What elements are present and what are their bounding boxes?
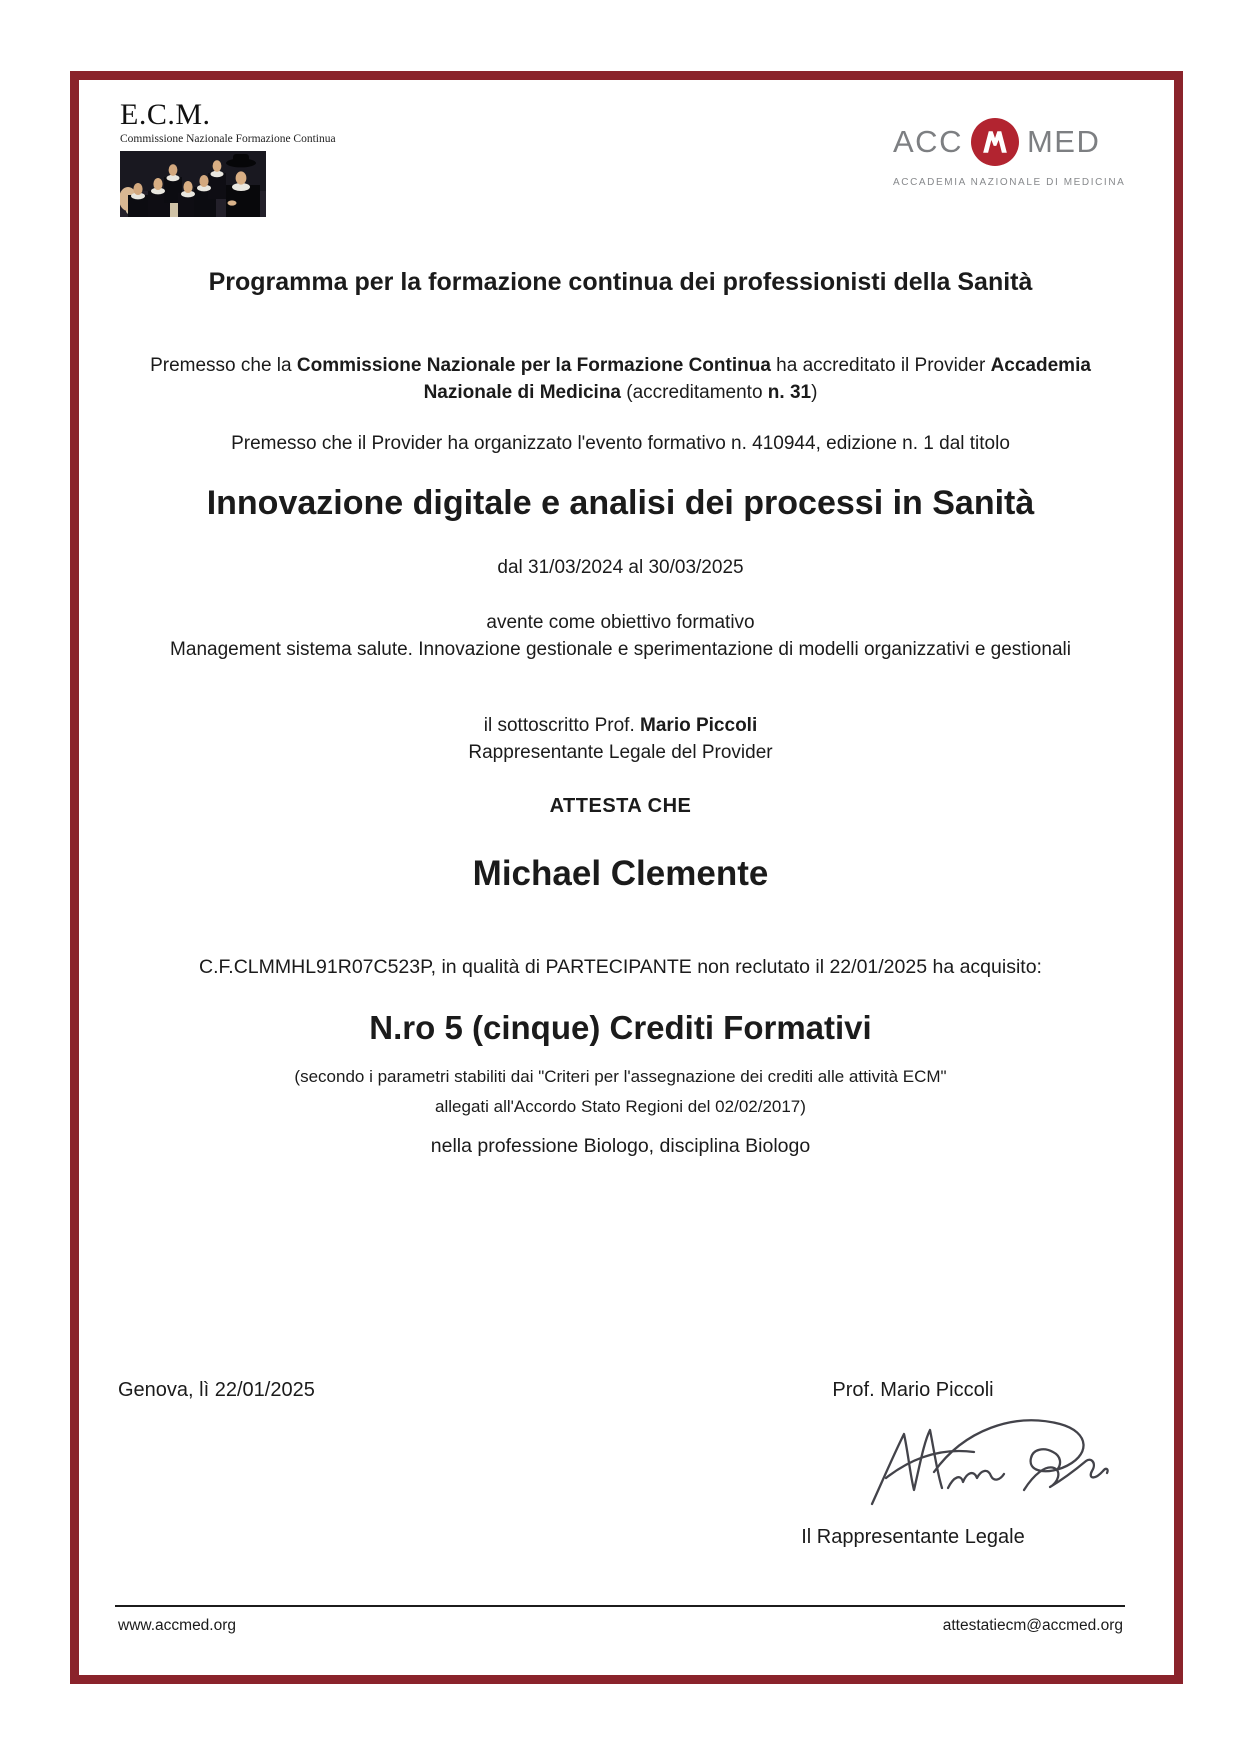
- premise-event-paragraph: Premesso che il Provider ha organizzato l'evento formativo n. 410944, edizione n. 1 dal titolo: [231, 433, 1010, 454]
- commission-name: Commissione Nazionale per la Formazione Continua: [296, 355, 771, 376]
- signature-block: [700, 1379, 1126, 1549]
- accmed-logo-subtitle: ACCADEMIA NAZIONALE DI MEDICINA: [893, 177, 1126, 188]
- ecm-logo: [120, 98, 336, 217]
- program-title: Programma per la formazione continua dei professionisti della Sanità: [208, 268, 1033, 296]
- criteria-line-2: allegati all'Accordo Stato Regioni del 02/02/2017): [435, 1097, 806, 1116]
- accreditation-number: n. 31: [767, 382, 812, 403]
- ecm-logo-subtitle: Commissione Nazionale Formazione Continua: [120, 133, 336, 145]
- profession-line: nella professione Biologo, disciplina Biologo: [430, 1135, 811, 1157]
- objective-text: Management sistema salute. Innovazione gestionale e sperimentazione di modelli organizzativi e gestionali: [170, 638, 1071, 660]
- objective-paragraph: [115, 610, 1126, 663]
- premise-mid: ha accreditato il Provider: [770, 355, 991, 376]
- accreditation-close: ): [811, 382, 818, 403]
- accmed-logo-text-left: ACC: [893, 124, 963, 159]
- premise-provider-paragraph: [115, 352, 1126, 406]
- criteria-line-1: (secondo i parametri stabiliti dai "Criteri per l'assegnazione dei crediti alle attività ECM": [294, 1067, 947, 1086]
- anatomy-lesson-painting-image: [120, 151, 266, 217]
- event-title: Innovazione digitale e analisi dei processi in Sanità: [206, 484, 1035, 522]
- signer-paragraph: [115, 712, 1126, 766]
- participant-name: Michael Clemente: [472, 854, 769, 893]
- acquisition-line: C.F.CLMMHL91R07C523P, in qualità di PARTECIPANTE non reclutato il 22/01/2025 ha acquisito:: [199, 956, 1042, 978]
- provider-name: Accademia Nazionale di Medicina: [423, 355, 1091, 403]
- ecm-logo-title: E.C.M.: [120, 98, 211, 131]
- footer-divider: [115, 1605, 1125, 1607]
- footer-email: attestatiecm@accmed.org: [942, 1617, 1123, 1634]
- credits-title: N.ro 5 (cinque) Crediti Formativi: [369, 1009, 872, 1046]
- signature-signer-title: Il Rappresentante Legale: [801, 1526, 1025, 1548]
- handwritten-signature-image: [864, 1412, 1114, 1512]
- accmed-monogram-icon: [971, 118, 1019, 166]
- signer-lead: il sottoscritto Prof.: [483, 715, 641, 736]
- premise-lead: Premesso che la: [150, 355, 297, 376]
- signer-name: Mario Piccoli: [640, 715, 758, 736]
- accmed-logo: [893, 118, 1125, 188]
- event-dates: dal 31/03/2024 al 30/03/2025: [497, 557, 744, 578]
- accmed-logo-text-right: MED: [1026, 124, 1101, 159]
- objective-lead: avente come obiettivo formativo: [486, 612, 755, 633]
- place-date: Genova, lì 22/01/2025: [118, 1379, 315, 1401]
- criteria-paragraph: [115, 1062, 1126, 1122]
- accreditation-lead: (accreditamento: [621, 382, 768, 403]
- footer-website: www.accmed.org: [118, 1617, 237, 1634]
- attests-heading: ATTESTA CHE: [549, 795, 692, 817]
- signer-role: Rappresentante Legale del Provider: [468, 742, 773, 763]
- signature-signer-name: Prof. Mario Piccoli: [832, 1379, 994, 1401]
